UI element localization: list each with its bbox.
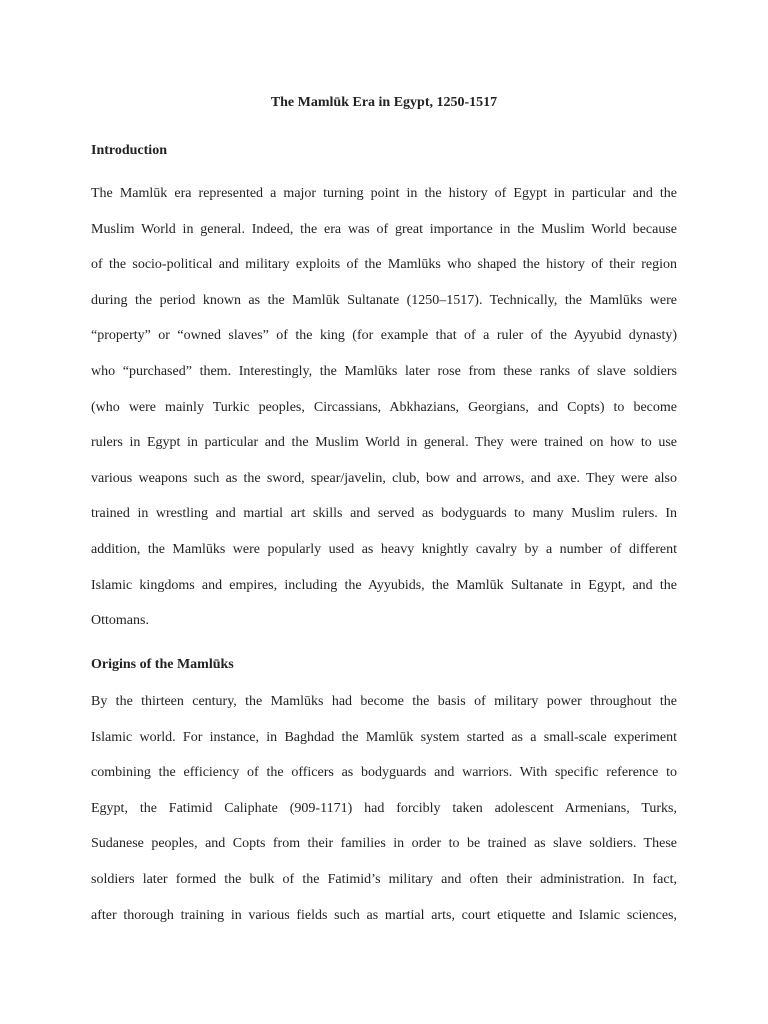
section-heading-introduction: Introduction xyxy=(91,143,167,158)
text-line: By the thirteen century, the Mamlūks had become the basis of military power throughout the xyxy=(91,694,677,709)
text-line: Sudanese peoples, and Copts from their families in order to be trained as slave soldiers. These xyxy=(91,836,677,852)
text-line: addition, the Mamlūks were popularly used as heavy knightly cavalry by a number of different xyxy=(91,541,677,557)
paragraph-introduction xyxy=(91,176,677,639)
text-line: who “purchased” them. Interestingly, the Mamlūks later rose from these ranks of slave soldiers xyxy=(91,363,677,379)
text-line: (who were mainly Turkic peoples, Circassians, Abkhazians, Georgians, and Copts) to become xyxy=(91,399,677,415)
text-line: Ottomans. xyxy=(91,613,149,629)
text-line: after thorough training in various fields such as martial arts, court etiquette and Islamic sciences, xyxy=(91,907,677,923)
text-line: combining the efficiency of the officers as bodyguards and warriors. With specific reference to xyxy=(91,765,677,781)
text-line: The Mamlūk era represented a major turning point in the history of Egypt in particular and the xyxy=(91,186,677,201)
document-title: The Mamlūk Era in Egypt, 1250-1517 xyxy=(270,95,498,110)
section-heading-origins: Origins of the Mamlūks xyxy=(91,657,234,672)
text-line: Muslim World in general. Indeed, the era was of great importance in the Muslim World because xyxy=(91,221,677,237)
text-line: soldiers later formed the bulk of the Fatimid’s military and often their administration. In fact, xyxy=(91,871,677,887)
text-line: Islamic kingdoms and empires, including the Ayyubids, the Mamlūk Sultanate in Egypt, and the xyxy=(91,577,677,593)
text-line: “property” or “owned slaves” of the king (for example that of a ruler of the Ayyubid dynasty) xyxy=(91,328,677,344)
paragraph-origins xyxy=(91,684,677,933)
text-line: Egypt, the Fatimid Caliphate (909-1171) had forcibly taken adolescent Armenians, Turks, xyxy=(91,800,677,816)
text-line: of the socio-political and military exploits of the Mamlūks who shaped the history of their region xyxy=(91,257,677,273)
text-line: rulers in Egypt in particular and the Muslim World in general. They were trained on how to use xyxy=(91,435,677,451)
text-line: trained in wrestling and martial art skills and served as bodyguards to many Muslim rulers. In xyxy=(91,506,677,522)
text-line: various weapons such as the sword, spear/javelin, club, bow and arrows, and axe. They were also xyxy=(91,470,677,486)
text-line: during the period known as the Mamlūk Sultanate (1250–1517). Technically, the Mamlūks were xyxy=(91,292,677,308)
text-line: Islamic world. For instance, in Baghdad the Mamlūk system started as a small-scale experiment xyxy=(91,729,677,745)
